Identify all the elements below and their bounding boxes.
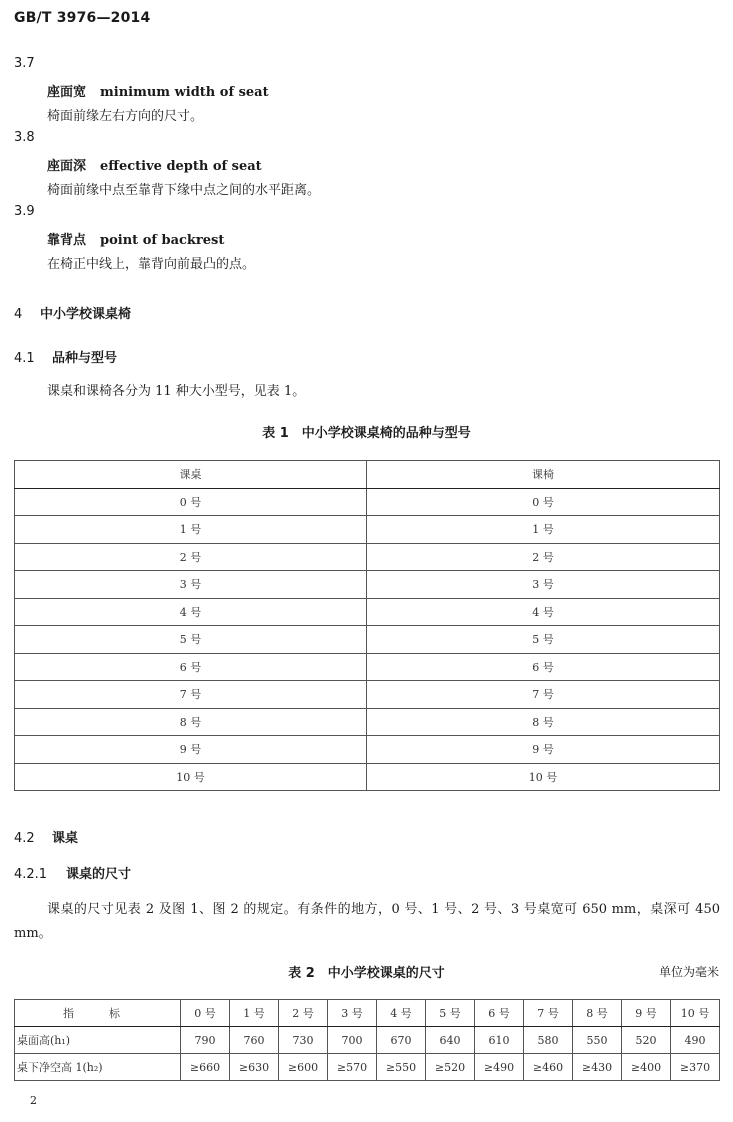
table-header-cell: 5 号 (426, 1000, 475, 1027)
section-number: 4.2 (14, 831, 35, 846)
table-header-cell: 课椅 (367, 461, 720, 489)
table-cell: 0 号 (367, 488, 720, 516)
section-heading-4-2 (14, 827, 78, 846)
term-number: 3.9 (14, 204, 35, 219)
section-title: 中小学校课桌椅 (40, 307, 132, 322)
table-row (15, 516, 720, 544)
section-title: 课桌的尺寸 (66, 867, 132, 882)
table-cell: 730 (279, 1027, 328, 1054)
table-cell: 7 号 (15, 681, 367, 709)
table-header-cell: 8 号 (573, 1000, 622, 1027)
row-label: 桌面高(h₁) (15, 1027, 181, 1054)
term-number: 3.8 (14, 130, 35, 145)
paragraph: 课桌和课椅各分为 11 种大小型号，见表 1。 (47, 384, 306, 399)
table-cell: 4 号 (367, 598, 720, 626)
table-row (15, 571, 720, 599)
table-cell: 490 (671, 1027, 720, 1054)
term-title (47, 155, 262, 174)
table-cell: ≥570 (328, 1054, 377, 1081)
term-zh: 座面深 (47, 159, 87, 174)
term-en: minimum width of seat (100, 85, 269, 100)
table-1 (14, 460, 720, 791)
table-cell: ≥520 (426, 1054, 475, 1081)
table-row (15, 1027, 720, 1054)
table-cell: 760 (230, 1027, 279, 1054)
table-cell: 9 号 (15, 736, 367, 764)
paragraph: 课桌的尺寸见表 2 及图 1、图 2 的规定。有条件的地方，0 号、1 号、2 号、3 号桌宽可 650 mm，桌深可 450 mm。 (14, 902, 720, 941)
table-cell: ≥490 (475, 1054, 524, 1081)
table-cell: ≥630 (230, 1054, 279, 1081)
term-title (47, 81, 269, 100)
table-cell: 4 号 (15, 598, 367, 626)
table-caption: 表 1 中小学校课桌椅的品种与型号 (262, 426, 471, 441)
table-2 (14, 999, 720, 1081)
table-cell: 2 号 (367, 543, 720, 571)
section-number: 4.1 (14, 351, 35, 366)
term-definition: 在椅正中线上，靠背向前最凸的点。 (47, 257, 256, 272)
table-row (15, 763, 720, 791)
table-header-cell: 9 号 (622, 1000, 671, 1027)
table-header-cell: 3 号 (328, 1000, 377, 1027)
table-cell: 610 (475, 1027, 524, 1054)
table-cell: 550 (573, 1027, 622, 1054)
table-cell: ≥660 (181, 1054, 230, 1081)
table-header-cell: 2 号 (279, 1000, 328, 1027)
section-number: 4.2.1 (14, 867, 48, 882)
table-cell: 3 号 (367, 571, 720, 599)
table-header-cell: 6 号 (475, 1000, 524, 1027)
table-cell: 10 号 (15, 763, 367, 791)
table-cell: 7 号 (367, 681, 720, 709)
table-cell: 5 号 (15, 626, 367, 654)
table-cell: 520 (622, 1027, 671, 1054)
term-en: effective depth of seat (100, 159, 262, 174)
table-row (15, 626, 720, 654)
table-row (15, 598, 720, 626)
table-header-cell: 10 号 (671, 1000, 720, 1027)
table-row (15, 543, 720, 571)
table-header-row (15, 1000, 720, 1027)
table-cell: ≥550 (377, 1054, 426, 1081)
term-zh: 座面宽 (47, 85, 87, 100)
section-number: 4 (14, 307, 23, 322)
table-cell: 8 号 (367, 708, 720, 736)
section-heading-4 (14, 303, 131, 322)
table-header-cell: 4 号 (377, 1000, 426, 1027)
term-definition: 椅面前缘左右方向的尺寸。 (47, 109, 204, 124)
table-cell: 640 (426, 1027, 475, 1054)
table-row (15, 1054, 720, 1081)
table-cell: 3 号 (15, 571, 367, 599)
table-header-row (15, 461, 720, 489)
table-cell: 790 (181, 1027, 230, 1054)
section-title: 课桌 (52, 831, 79, 846)
section-heading-4-2-1 (14, 863, 131, 882)
table-cell: 670 (377, 1027, 426, 1054)
term-zh: 靠背点 (47, 233, 87, 248)
table-cell: 10 号 (367, 763, 720, 791)
table-header-cell: 7 号 (524, 1000, 573, 1027)
table-row (15, 488, 720, 516)
term-number: 3.7 (14, 56, 35, 71)
table-header-cell: 指 标 (15, 1000, 181, 1027)
table-cell: 2 号 (15, 543, 367, 571)
table-header-cell: 0 号 (181, 1000, 230, 1027)
term-title (47, 229, 224, 248)
table-cell: ≥460 (524, 1054, 573, 1081)
table-cell: 8 号 (15, 708, 367, 736)
table-cell: 1 号 (15, 516, 367, 544)
table-row (15, 653, 720, 681)
table-header-cell: 1 号 (230, 1000, 279, 1027)
table-cell: 580 (524, 1027, 573, 1054)
table-cell: ≥400 (622, 1054, 671, 1081)
table-cell: 9 号 (367, 736, 720, 764)
term-definition: 椅面前缘中点至靠背下缘中点之间的水平距离。 (47, 183, 321, 198)
row-label: 桌下净空高 1(h₂) (15, 1054, 181, 1081)
table-cell: ≥430 (573, 1054, 622, 1081)
table-cell: 6 号 (367, 653, 720, 681)
section-title: 品种与型号 (52, 351, 118, 366)
table-cell: 1 号 (367, 516, 720, 544)
table-caption: 表 2 中小学校课桌的尺寸 (288, 966, 445, 981)
table-cell: ≥600 (279, 1054, 328, 1081)
table-cell: 5 号 (367, 626, 720, 654)
table-row (15, 681, 720, 709)
page-number: 2 (30, 1094, 37, 1107)
table-cell: 6 号 (15, 653, 367, 681)
section-heading-4-1 (14, 347, 117, 366)
table-row (15, 736, 720, 764)
table-cell: ≥370 (671, 1054, 720, 1081)
table-header-cell: 课桌 (15, 461, 367, 489)
table-cell: 0 号 (15, 488, 367, 516)
table-unit: 单位为毫米 (658, 965, 719, 979)
term-en: point of backrest (100, 233, 225, 248)
table-cell: 700 (328, 1027, 377, 1054)
table-row (15, 708, 720, 736)
standard-id: GB/T 3976—2014 (14, 10, 151, 26)
